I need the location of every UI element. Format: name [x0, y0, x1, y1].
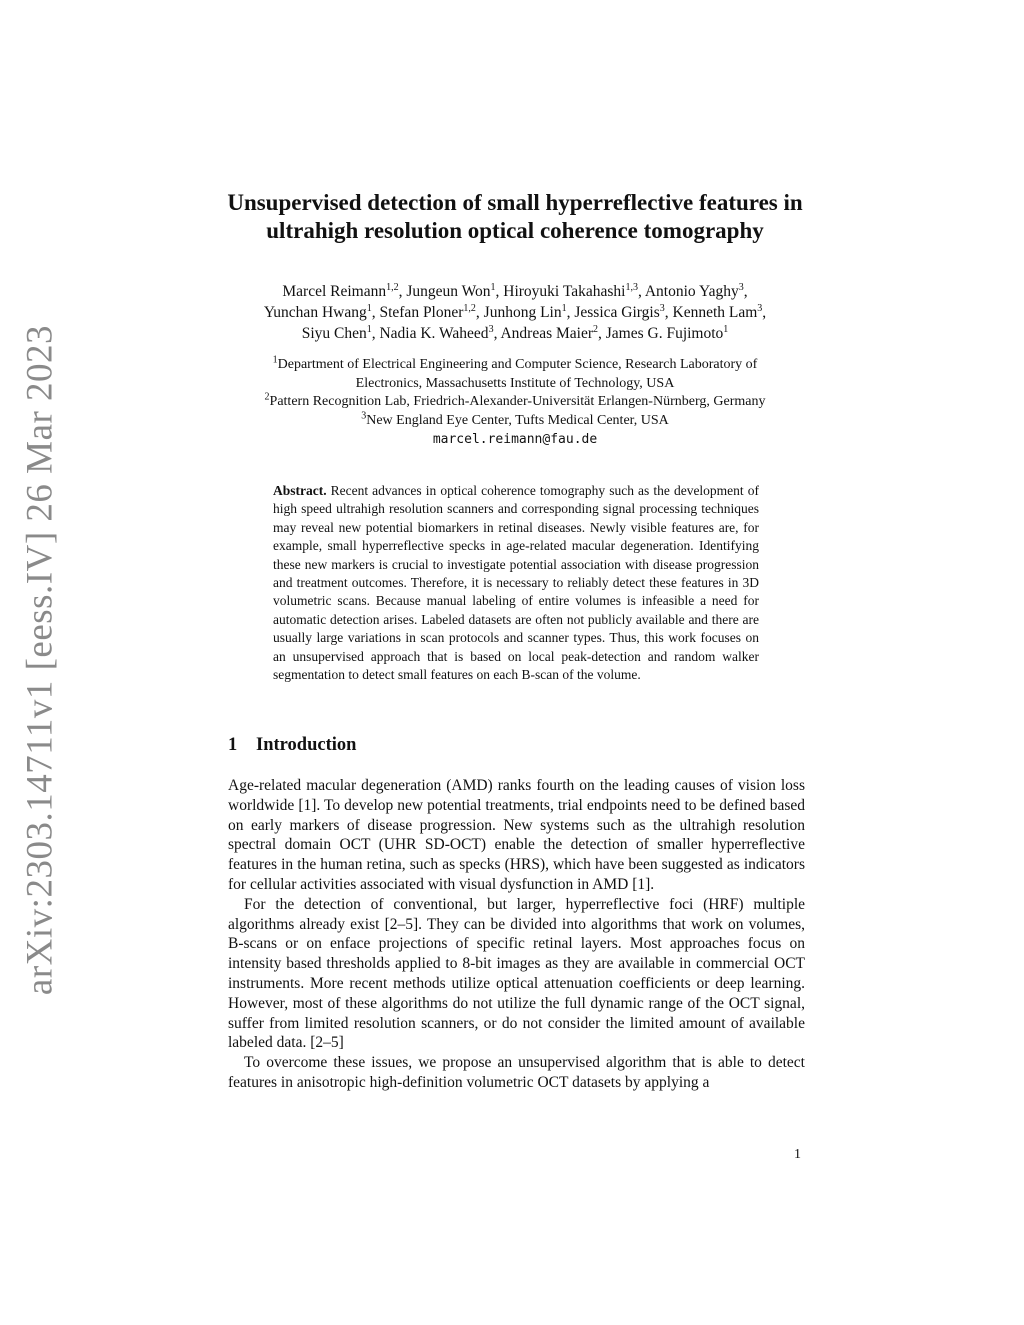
affiliation-1-continued: Electronics, Massachusetts Institute of Technology, USA [355, 375, 675, 391]
author-line-3: Siyu Chen$^1$, Nadia K. Waheed$^3$, Andreas Maier$^2$, James G. Fujimoto$^1$ [301, 323, 729, 342]
author-name: Siyu Chen [301, 325, 367, 342]
affiliation-2 [190, 393, 840, 412]
affiliation-text: Pattern Recognition Lab, Friedrich-Alexander-Universität Erlangen-Nürnberg, Germany [269, 394, 766, 409]
author-name: Jungeun Won [406, 283, 491, 300]
affiliation-text: Department of Electrical Engineering and Computer Science, Research Laboratory of [277, 357, 758, 372]
author-name: Junhong Lin [483, 304, 562, 321]
author-name: Hiroyuki Takahashi [503, 283, 626, 300]
body-paragraph: For the detection of conventional, but larger, hyperreflective foci (HRF) multiple algorithms already exist [2–5]. They can be divided into algorithms that work on volumes, B-scans or on enface projections of specific retinal layers. Most approaches focus on intensity based thresholds applied to 8-bit images as they are available in commercial OCT instruments. More recent methods utilize optical attenuation coefficients or deep learning. However, most of these algorithms do not utilize the full dynamic range of the OCT signal, suffer from limited resolution scanners, or do not consider the limited amount of available labeled data. [2–5] [228, 895, 805, 1052]
author-affiliation-mark: 1,2 [386, 281, 399, 293]
author-name: Marcel Reimann [282, 283, 387, 300]
author-affiliation-mark: 1 [490, 281, 496, 293]
author-affiliation-mark: 3 [659, 302, 665, 314]
affiliation-1 [190, 356, 840, 375]
arxiv-identifier-stamp: arXiv:2303.14711v1 [eess.IV] 26 Mar 2023 [19, 324, 61, 996]
introduction-body [228, 776, 805, 1093]
contact-email[interactable]: marcel.reimann@fau.de [432, 432, 598, 447]
author-affiliation-mark: 3 [488, 323, 494, 335]
abstract [273, 482, 759, 684]
affiliation-number: 2 [264, 391, 270, 403]
author-name: James G. Fujimoto [605, 325, 724, 342]
author-name: Kenneth Lam [672, 304, 758, 321]
affiliation-number: 3 [361, 409, 367, 421]
affiliation-number: 1 [272, 354, 278, 366]
author-line-2: Yunchan Hwang$^1$, Stefan Ploner$^{1,2}$, Junhong Lin$^1$, Jessica Girgis$^3$, Kenneth Lam$^3$, [263, 302, 767, 321]
author-affiliation-mark: 1 [366, 302, 372, 314]
title-line-2: ultrahigh resolution optical coherence tomography [266, 218, 764, 243]
paper-title [200, 189, 830, 245]
title-line-1: Unsupervised detection of small hyperreflective features in [227, 190, 803, 215]
author-list [190, 281, 840, 344]
section-heading-introduction [228, 733, 356, 757]
section-title: Introduction [256, 735, 357, 755]
body-paragraph: Age-related macular degeneration (AMD) ranks fourth on the leading causes of vision loss worldwide [1]. To develop new potential treatments, trial endpoints need to be defined based on early markers of disease progression. New systems such as the ultrahigh resolution spectral domain OCT (UHR SD-OCT) enable the detection of smaller hyperreflective features in the human retina, such as specks (HRS), which have been suggested as indicators for cellular activities associated with visual dysfunction in AMD [1]. [228, 777, 805, 893]
author-name: Stefan Ploner [379, 304, 464, 321]
author-affiliation-mark: 3 [757, 302, 763, 314]
author-affiliation-mark: 1 [561, 302, 567, 314]
author-name: Antonio Yaghy [644, 283, 739, 300]
affiliation-text: New England Eye Center, Tufts Medical Center, USA [366, 412, 669, 428]
author-line-1: Marcel Reimann$^{1,2}$, Jungeun Won$^1$, Hiroyuki Takahashi$^{1,3}$, Antonio Yaghy$^3$, [282, 281, 748, 300]
abstract-text: Recent advances in optical coherence tomography such as the development of high speed ultrahigh resolution scanners and corresponding signal processing techniques may reveal new potential biomarkers in retinal diseases. Newly visible features are, for example, small hyperreflective specks in age-related macular degeneration. Identifying these new markers is crucial to investigate potential association with disease progression and treatment outcomes. Therefore, it is necessary to reliably detect these features in 3D volumetric scans. Because manual labeling of entire volumes is infeasible a need for automatic detection arises. Labeled datasets are often not publicly available and there are usually large variations in scan protocols and scanner types. Thus, this work focuses on an unsupervised approach that is based on local peak-detection and random walker segmentation to detect small features on each B-scan of the volume. [273, 483, 759, 683]
author-affiliation-mark: 1 [366, 323, 372, 335]
author-affiliation-mark: 1,2 [463, 302, 476, 314]
body-paragraph: To overcome these issues, we propose an unsupervised algorithm that is able to detect features in anisotropic high-definition volumetric OCT datasets by applying a [228, 1054, 805, 1091]
page-number: 1 [794, 1147, 801, 1162]
abstract-label: Abstract. [273, 483, 327, 498]
author-affiliation-mark: 1 [723, 323, 729, 335]
author-name: Andreas Maier [500, 325, 593, 342]
author-affiliation-mark: 2 [593, 323, 598, 335]
author-affiliation-mark: 3 [738, 281, 744, 293]
section-number: 1 [228, 735, 238, 755]
author-affiliation-mark: 1,3 [625, 281, 638, 293]
author-name: Nadia K. Waheed [379, 325, 489, 342]
affiliation-3 [190, 409, 840, 431]
author-name: Yunchan Hwang [263, 304, 367, 321]
affiliations [190, 356, 840, 450]
author-name: Jessica Girgis [574, 304, 660, 321]
